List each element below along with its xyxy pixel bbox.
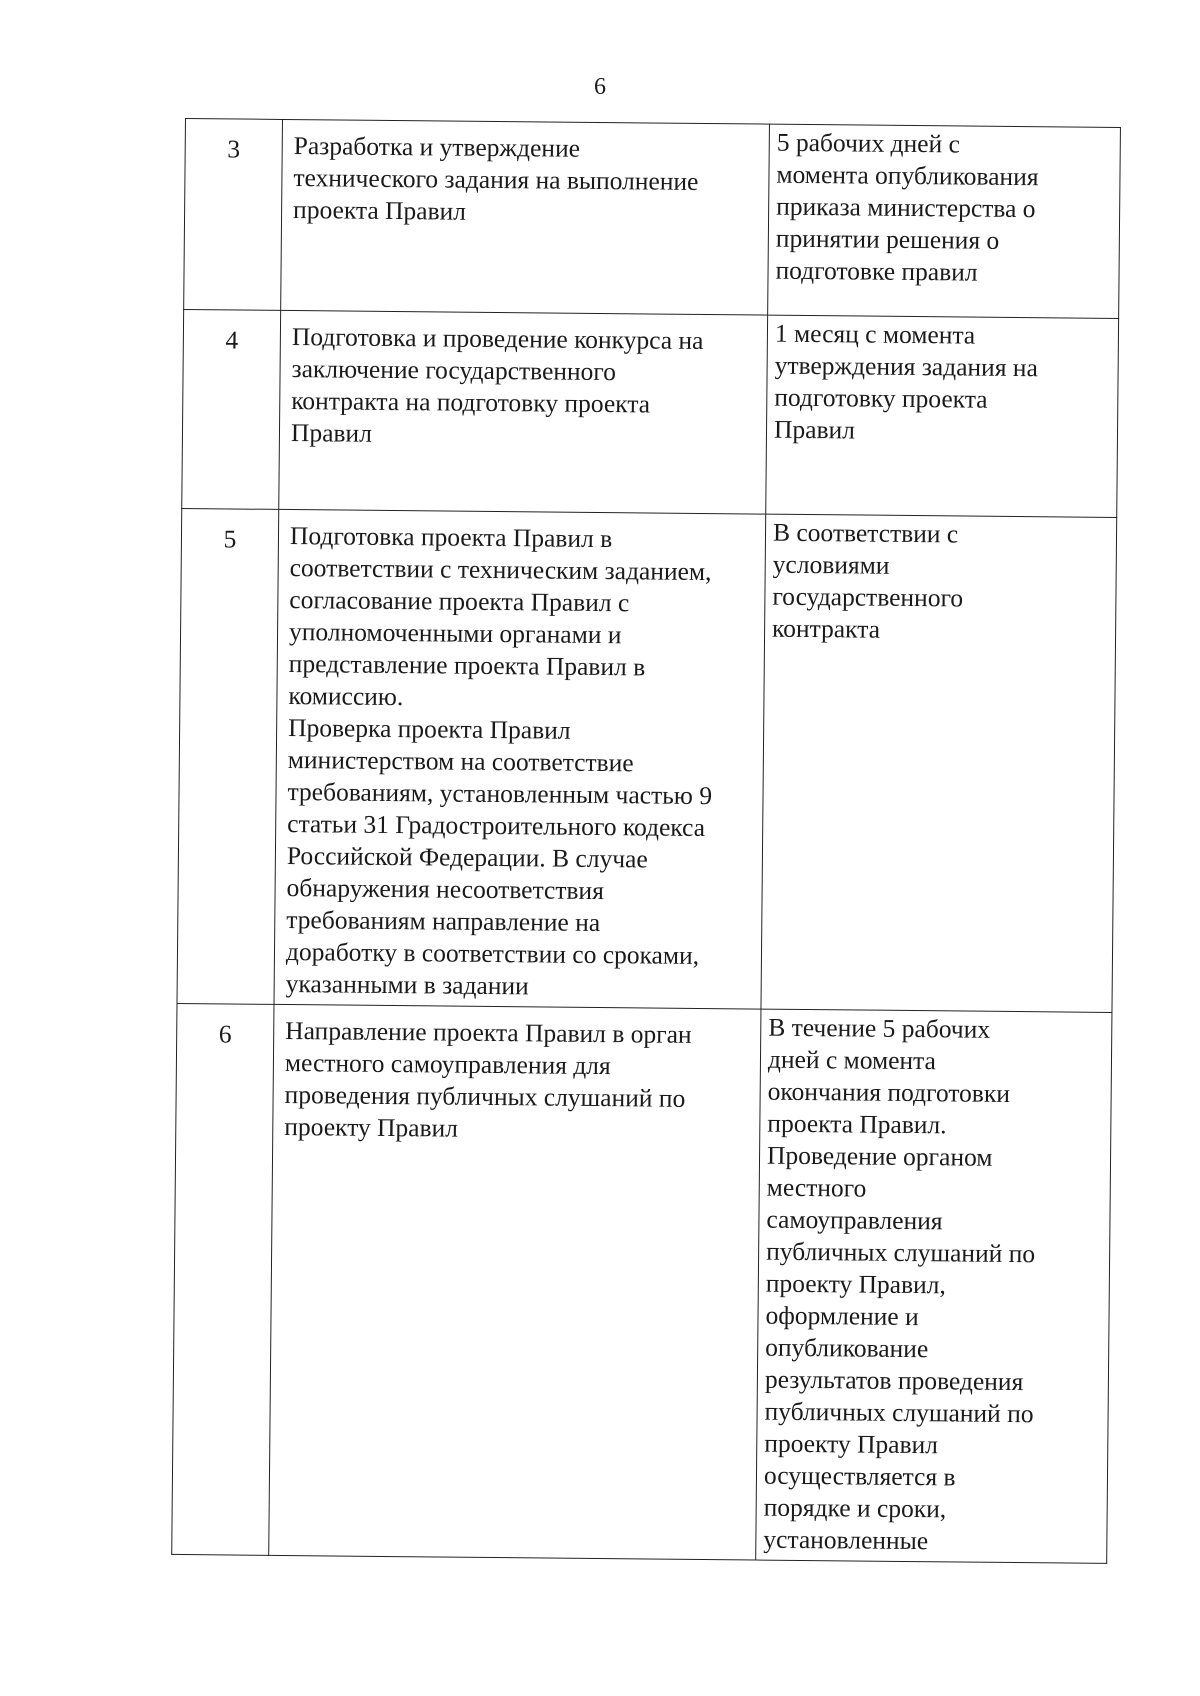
stage-description	[279, 310, 768, 514]
stage-deadline	[761, 514, 1117, 1012]
page-number: 6	[594, 74, 606, 100]
table-row	[184, 119, 1121, 319]
stage-deadline-text: В соответствии с условиями государственного контракта	[771, 517, 964, 644]
stage-deadline	[756, 1009, 1112, 1563]
stage-deadline-text: 1 месяц с момента утверждения задания на подготовку проекта Правил	[773, 318, 1039, 445]
stage-description-text: Направление проекта Правил в орган местного самоуправления для проведения публичных слушаний по проекту Правил	[284, 1016, 692, 1143]
stage-description	[281, 119, 770, 315]
table-row	[182, 309, 1119, 517]
stage-deadline-text: В течение 5 рабочих дней с момента окончания подготовки проекта Правил. Проведение органом местного самоуправления публичных слушаний по проекту Правил, оформление и опубликование результатов проведения публичных слушаний по проекту Правил осуществляется в порядке и сроки, установленные	[763, 1012, 1036, 1556]
table-row	[177, 508, 1117, 1012]
row-number: 5	[177, 508, 279, 1004]
stage-description-text: Разработка и утверждение технического задания на выполнение проекта Правил	[292, 131, 699, 226]
stage-description-text: Подготовка и проведение конкурса на заключение государственного контракта на подготовку проекта Правил	[290, 322, 704, 448]
stage-description-text: Подготовка проекта Правил в соответствии с техническим заданием, согласование проекта Правил с уполномоченными органами и представление проекта Правил в комиссию. Проверка проекта Правил министерством на соответствие требованиям, установленным частью 9 статьи 31 Градостроительного кодекса Российской Федерации. В случае обнаружения несоответствия требованиям направление на доработку в соответствии со сроками, указанными в задании	[285, 521, 713, 1001]
row-number: 6	[172, 1003, 274, 1555]
row-number: 4	[182, 309, 281, 509]
table-row	[172, 1003, 1112, 1563]
schedule-table	[171, 118, 1121, 1564]
stage-deadline-text: 5 рабочих дней с момента опубликования приказа министерства о принятии решения о подготовке правил	[775, 127, 1039, 287]
row-number: 3	[184, 119, 283, 311]
stage-description	[274, 509, 766, 1009]
stage-description	[269, 1004, 761, 1560]
stage-deadline	[766, 315, 1119, 517]
stage-deadline	[768, 124, 1121, 318]
